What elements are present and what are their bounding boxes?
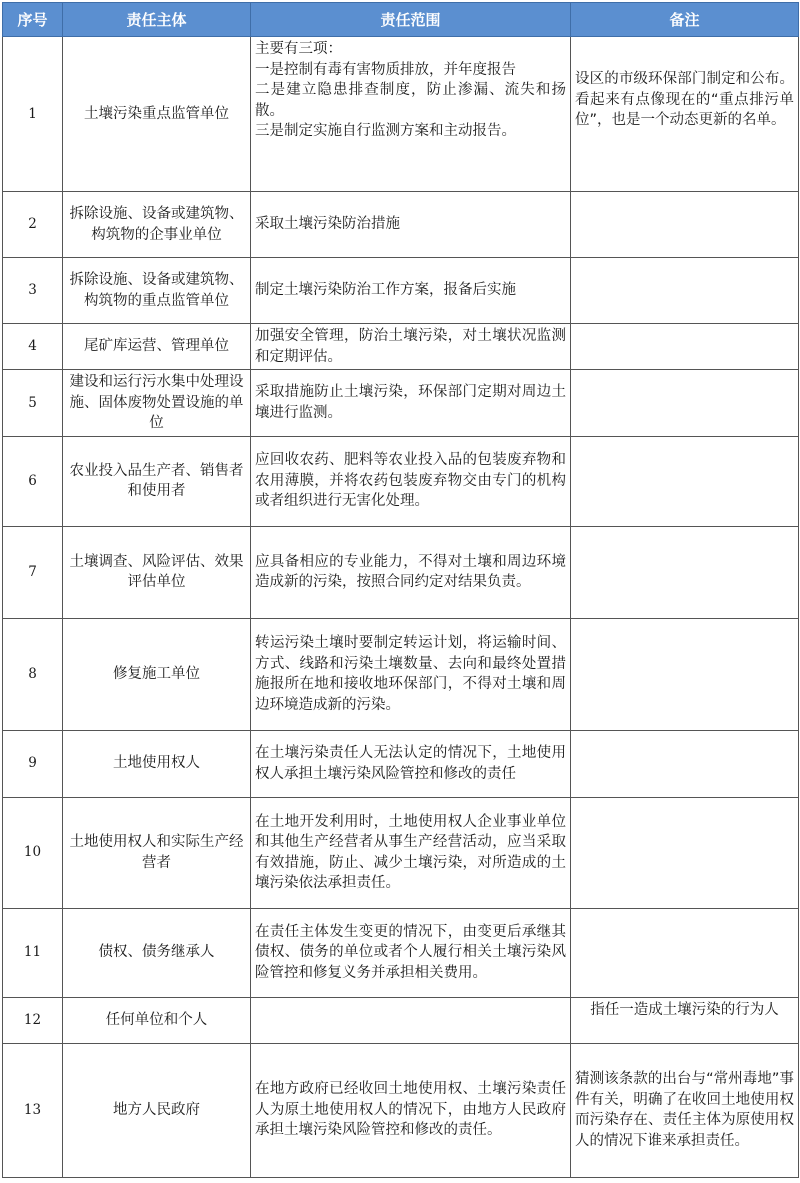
row-scope: 在责任主体发生变更的情况下，由变更后承继其债权、债务的单位或者个人履行相关土壤污染风险管控和修复义务并承担相关费用。 xyxy=(251,908,571,997)
table-row xyxy=(3,37,799,192)
row-scope: 在土壤污染责任人无法认定的情况下，土地使用权人承担土壤污染风险管控和修改的责任 xyxy=(251,730,571,797)
row-note xyxy=(571,908,799,997)
header-scope: 责任范围 xyxy=(251,3,571,37)
row-number: 11 xyxy=(3,908,63,997)
row-number: 2 xyxy=(3,192,63,258)
table-row xyxy=(3,258,799,324)
header-note: 备注 xyxy=(571,3,799,37)
row-note xyxy=(571,618,799,730)
row-scope: 应回收农药、肥料等农业投入品的包装废弃物和农用薄膜，并将农药包装废弃物交由专门的机构或者组织进行无害化处理。 xyxy=(251,436,571,526)
row-number: 9 xyxy=(3,730,63,797)
row-number: 12 xyxy=(3,997,63,1043)
table-row xyxy=(3,324,799,370)
table-row xyxy=(3,797,799,908)
row-scope: 在土地开发利用时，土地使用权人企业事业单位和其他生产经营者从事生产经营活动，应当采取有效措施，防止、减少土壤污染，对所造成的土壤污染依法承担责任。 xyxy=(251,797,571,908)
row-number: 7 xyxy=(3,526,63,618)
row-scope xyxy=(251,37,571,192)
row-scope: 制定土壤污染防治工作方案，报备后实施 xyxy=(251,258,571,324)
row-subject: 土壤污染重点监管单位 xyxy=(63,37,251,192)
row-note: 设区的市级环保部门制定和公布。看起来有点像现在的“重点排污单位”，也是一个动态更新的名单。 xyxy=(571,37,799,192)
row-note xyxy=(571,324,799,370)
row-scope: 在地方政府已经收回土地使用权、土壤污染责任人为原土地使用权人的情况下，由地方人民政府承担土壤污染风险管控和修改的责任。 xyxy=(251,1043,571,1177)
row-note xyxy=(571,370,799,437)
row-subject: 土地使用权人 xyxy=(63,730,251,797)
row-scope: 转运污染土壤时要制定转运计划，将运输时间、方式、线路和污染土壤数量、去向和最终处置措施报所在地和接收地环保部门，不得对土壤和周边环境造成新的污染。 xyxy=(251,618,571,730)
row-subject: 地方人民政府 xyxy=(63,1043,251,1177)
table-row xyxy=(3,526,799,618)
row-number: 8 xyxy=(3,618,63,730)
header-no: 序号 xyxy=(3,3,63,37)
row-subject: 尾矿库运营、管理单位 xyxy=(63,324,251,370)
row-subject: 建设和运行污水集中处理设施、固体废物处置设施的单位 xyxy=(63,370,251,437)
scope-line: 主要有三项： xyxy=(255,41,342,57)
row-note xyxy=(571,436,799,526)
row-number: 4 xyxy=(3,324,63,370)
responsibility-table xyxy=(2,2,799,1178)
table-row xyxy=(3,370,799,437)
table-row xyxy=(3,997,799,1043)
row-scope: 应具备相应的专业能力，不得对土壤和周边环境造成新的污染，按照合同约定对结果负责。 xyxy=(251,526,571,618)
row-note xyxy=(571,730,799,797)
row-number: 13 xyxy=(3,1043,63,1177)
row-number: 5 xyxy=(3,370,63,437)
row-subject: 土壤调查、风险评估、效果评估单位 xyxy=(63,526,251,618)
header-row xyxy=(3,3,799,37)
row-number: 10 xyxy=(3,797,63,908)
row-scope: 采取土壤污染防治措施 xyxy=(251,192,571,258)
row-note xyxy=(571,526,799,618)
row-subject: 任何单位和个人 xyxy=(63,997,251,1043)
row-note xyxy=(571,258,799,324)
row-scope: 加强安全管理，防治土壤污染，对土壤状况监测和定期评估。 xyxy=(251,324,571,370)
scope-line: 三是制定实施自行监测方案和主动报告。 xyxy=(255,123,516,139)
row-scope xyxy=(251,997,571,1043)
scope-line: 二是建立隐患排查制度，防止渗漏、流失和扬散。 xyxy=(255,82,566,119)
row-subject: 土地使用权人和实际生产经营者 xyxy=(63,797,251,908)
row-subject: 农业投入品生产者、销售者和使用者 xyxy=(63,436,251,526)
row-subject: 债权、债务继承人 xyxy=(63,908,251,997)
row-number: 6 xyxy=(3,436,63,526)
row-number: 1 xyxy=(3,37,63,192)
row-subject: 拆除设施、设备或建筑物、构筑物的企事业单位 xyxy=(63,192,251,258)
table-row xyxy=(3,436,799,526)
scope-line: 一是控制有毒有害物质排放，并年度报告 xyxy=(255,61,516,78)
table-row xyxy=(3,1043,799,1177)
header-subject: 责任主体 xyxy=(63,3,251,37)
table-row xyxy=(3,618,799,730)
row-note: 指任一造成土壤污染的行为人 xyxy=(571,997,799,1043)
row-subject: 拆除设施、设备或建筑物、构筑物的重点监管单位 xyxy=(63,258,251,324)
row-note: 猜测该条款的出台与“常州毒地”事件有关，明确了在收回土地使用权而污染存在、责任主体为原使用权人的情况下谁来承担责任。 xyxy=(571,1043,799,1177)
table-row xyxy=(3,730,799,797)
row-subject: 修复施工单位 xyxy=(63,618,251,730)
table-row xyxy=(3,192,799,258)
row-number: 3 xyxy=(3,258,63,324)
row-note xyxy=(571,797,799,908)
row-note xyxy=(571,192,799,258)
row-scope: 采取措施防止土壤污染，环保部门定期对周边土壤进行监测。 xyxy=(251,370,571,437)
table-row xyxy=(3,908,799,997)
